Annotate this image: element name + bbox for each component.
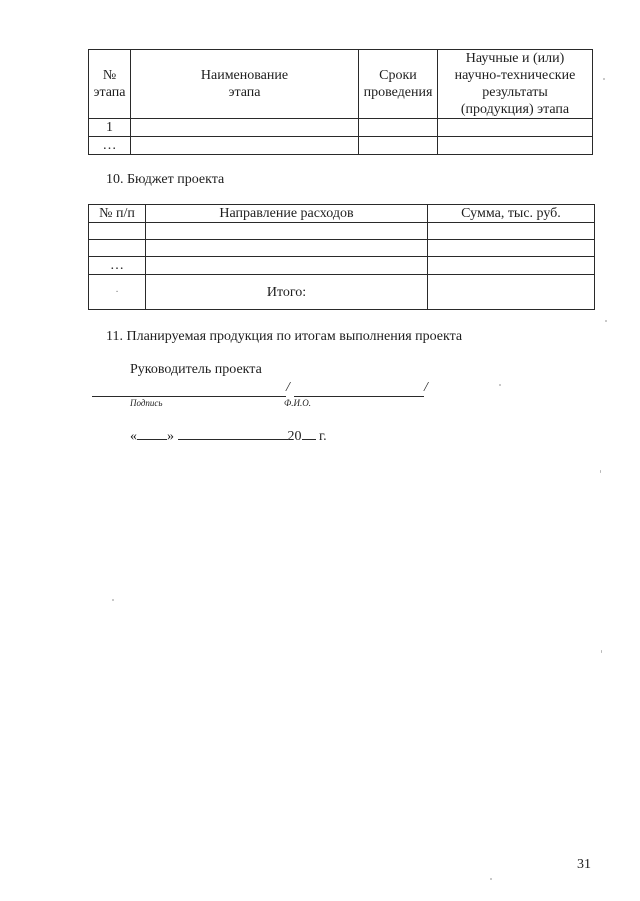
day-blank[interactable] bbox=[137, 427, 167, 440]
table-row bbox=[89, 223, 595, 240]
budget-header-direction: Направление расходов bbox=[146, 205, 428, 223]
stage-dates-cell bbox=[359, 137, 438, 155]
year-blank[interactable] bbox=[302, 427, 316, 440]
budget-total-label: Итого: bbox=[146, 275, 428, 310]
stage-number-cell: … bbox=[89, 137, 131, 155]
signature-line[interactable] bbox=[92, 396, 286, 397]
budget-table bbox=[88, 204, 595, 310]
table-row bbox=[89, 119, 593, 137]
budget-direction-cell bbox=[146, 223, 428, 240]
table-row bbox=[89, 137, 593, 155]
stage-name-cell bbox=[131, 119, 359, 137]
stages-header-results: Научные и (или) научно-технические результаты (продукция) этапа bbox=[438, 50, 593, 119]
scan-speck bbox=[600, 470, 601, 473]
budget-section-heading: 10. Бюджет проекта bbox=[106, 172, 225, 187]
stage-results-cell bbox=[438, 137, 593, 155]
table-row bbox=[89, 240, 595, 257]
scan-speck bbox=[490, 878, 492, 880]
signature-separator-left: / bbox=[286, 380, 290, 395]
stage-name-cell bbox=[131, 137, 359, 155]
budget-sum-cell bbox=[428, 223, 595, 240]
budget-sum-cell bbox=[428, 257, 595, 275]
page-number: 31 bbox=[577, 857, 591, 872]
date-line bbox=[130, 427, 327, 445]
signature-separator-right: / bbox=[424, 380, 428, 395]
month-blank[interactable] bbox=[178, 427, 288, 440]
year-suffix: г. bbox=[319, 429, 327, 444]
stage-number-cell: 1 bbox=[89, 119, 131, 137]
year-prefix: 20 bbox=[287, 429, 302, 444]
budget-header-number: № п/п bbox=[89, 205, 146, 223]
date-open-quote: « bbox=[130, 429, 137, 444]
scan-speck bbox=[601, 650, 602, 653]
budget-total-row bbox=[89, 275, 595, 310]
budget-direction-cell bbox=[146, 240, 428, 257]
scan-speck bbox=[605, 320, 607, 322]
stages-header-dates: Сроки проведения bbox=[359, 50, 438, 119]
stages-header-name: Наименование этапа bbox=[131, 50, 359, 119]
budget-sum-cell bbox=[428, 240, 595, 257]
budget-total-sum-cell bbox=[428, 275, 595, 310]
scan-speck bbox=[499, 384, 501, 386]
stages-header-number: № этапа bbox=[89, 50, 131, 119]
full-name-line[interactable] bbox=[294, 396, 424, 397]
budget-direction-cell bbox=[146, 257, 428, 275]
date-close-quote: » bbox=[167, 429, 174, 444]
budget-number-cell bbox=[89, 223, 146, 240]
table-row bbox=[89, 257, 595, 275]
budget-total-number-cell bbox=[89, 275, 146, 310]
products-section-heading: 11. Планируемая продукция по итогам выполнения проекта bbox=[106, 329, 463, 344]
signature-caption: Подпись bbox=[130, 398, 163, 408]
stage-results-cell bbox=[438, 119, 593, 137]
budget-number-cell: … bbox=[89, 257, 146, 275]
stages-table bbox=[88, 49, 593, 155]
full-name-caption: Ф.И.О. bbox=[284, 398, 311, 408]
scan-speck bbox=[603, 78, 605, 80]
budget-number-cell bbox=[89, 240, 146, 257]
scan-speck bbox=[112, 599, 114, 601]
budget-header-sum: Сумма, тыс. руб. bbox=[428, 205, 595, 223]
stage-dates-cell bbox=[359, 119, 438, 137]
project-leader-label: Руководитель проекта bbox=[130, 362, 262, 377]
scan-dot: · bbox=[115, 287, 119, 298]
